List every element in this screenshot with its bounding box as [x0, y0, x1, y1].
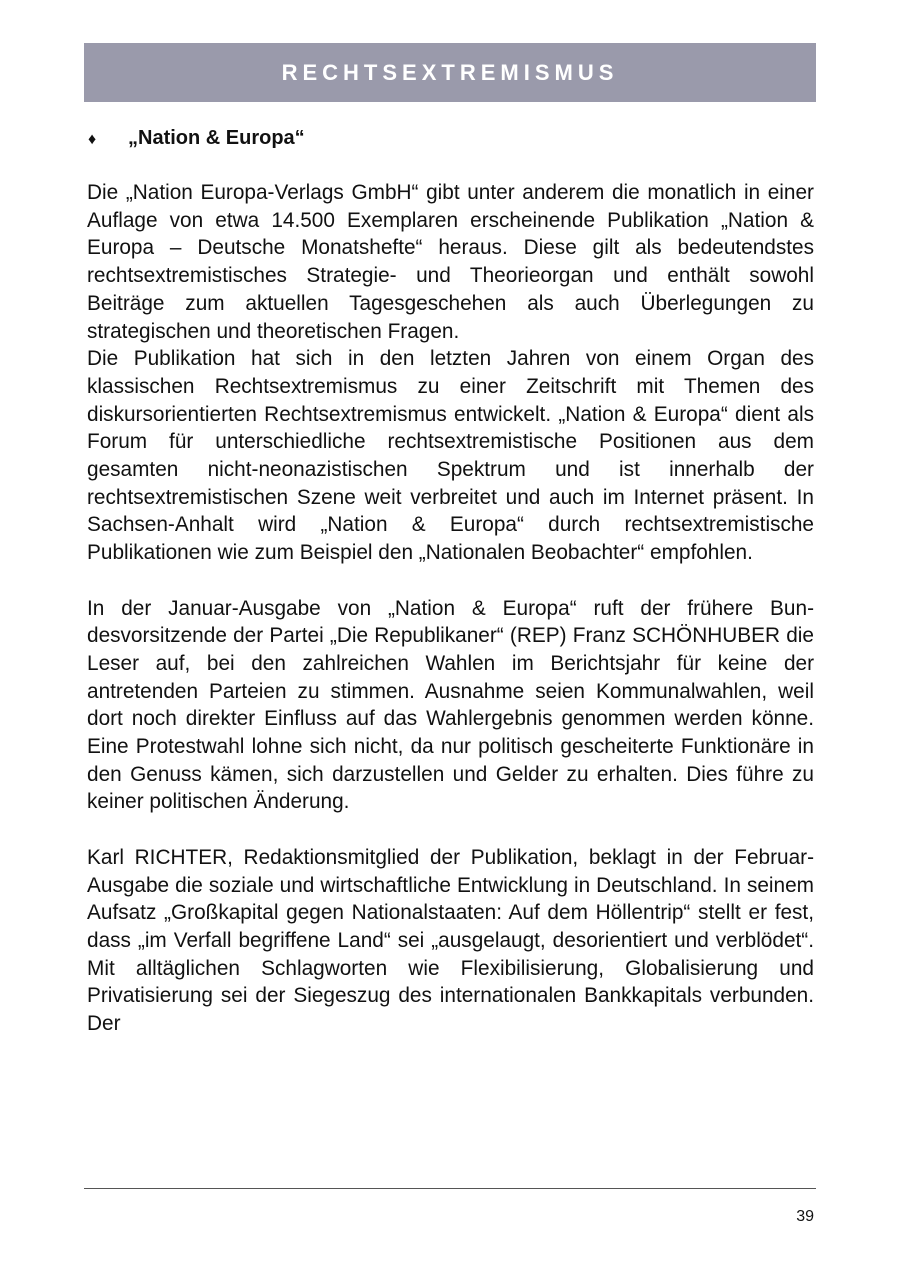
section-heading — [88, 124, 305, 154]
paragraph-2: Die Publikation hat sich in den letzten Jahren von einem Organ des klassischen Rechtsextremismus zu einer Zeitschrift mit Themen des diskursorientierten Rechtsextremismus entwickelt. „Nation & Europa“ dient als Forum für unterschiedliche rechtsextremistische Positionen aus dem gesamten nicht-neonazistischen Spektrum und ist innerhalb der rechtsextremistischen Szene weit verbreitet und auch im Internet präsent. In Sachsen-Anhalt wird „Nation & Europa“ durch rechtsextremistische Publikationen wie zum Beispiel den „Nationalen Beobachter“ empfohlen. — [87, 347, 814, 565]
body-text — [87, 179, 814, 1038]
diamond-bullet-icon: ♦ — [88, 131, 97, 148]
page-number: 39 — [796, 1208, 814, 1225]
chapter-title: RECHTSEXTREMISMUS — [281, 59, 619, 85]
footer-divider — [84, 1188, 816, 1189]
paragraph-1: Die „Nation Europa-Verlags GmbH“ gibt unter anderem die monatlich in einer Auflage von etwa 14.500 Exemplaren erscheinende Publikation „Nation & Europa – Deutsche Monatshefte“ heraus. Diese gilt als bedeutendstes rechtsextremistisches Strategie- und Theorieorgan und enthält sowohl Beiträge zum aktuellen Tagesgeschehen als auch Überlegungen zu strategischen und theoretischen Fragen. — [87, 181, 814, 343]
paragraph-4: Karl RICHTER, Redaktionsmitglied der Publikation, beklagt in der Februar-Ausgabe die soziale und wirtschaftliche Entwicklung in Deutschland. In seinem Aufsatz „Großkapital gegen Nationalstaaten: Auf dem Höllentrip“ stellt er fest, dass „im Verfall begriffene Land“ sei „ausgelaugt, desorientiert und verblödet“. Mit alltäglichen Schlagworten wie Flexibilisierung, Globalisierung und Privatisierung sei der Siegeszug des internationalen Bankkapitals verbunden. Der — [87, 845, 814, 1036]
header-banner — [84, 43, 816, 102]
paragraph-3: In der Januar-Ausgabe von „Nation & Europa“ ruft der frühere Bundesvorsitzende der Partei „Die Republikaner“ (REP) Franz SCHÖNHUBER die Leser auf, bei den zahlreichen Wahlen im Berichtsjahr für keine der antretenden Parteien zu stimmen. Ausnahme seien Kommunalwahlen, weil dort noch direkter Einfluss auf das Wahlergebnis genommen werden könne. Eine Protestwahl lohne sich nicht, da nur politisch gescheiterte Funktionäre in den Genuss kämen, sich darzustellen und Gelder zu erhalten. Dies führe zu keiner politischen Änderung. — [87, 596, 814, 814]
section-title: „Nation & Europa“ — [128, 127, 305, 149]
